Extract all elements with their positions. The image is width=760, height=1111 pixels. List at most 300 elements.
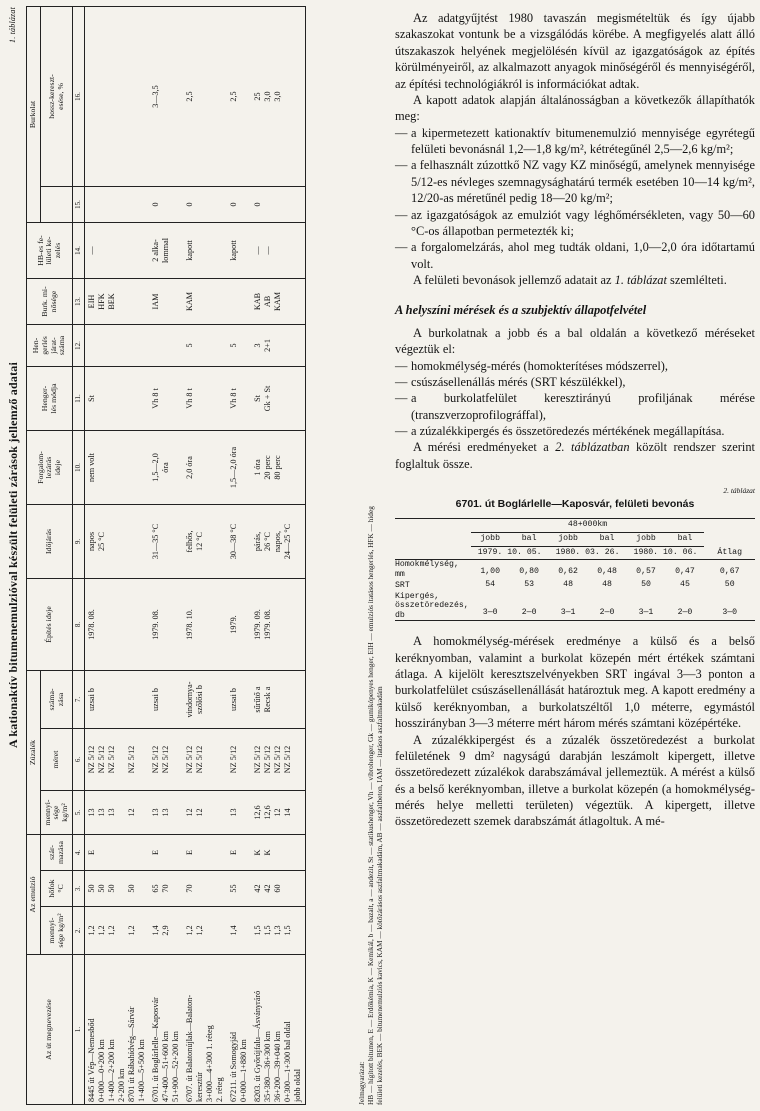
cell-line: 6701. út Boglárlelle—Kaposvár [151, 997, 160, 1102]
side-header: jobb [627, 532, 666, 546]
cell-line: 67211. út Somogyjád [229, 1032, 238, 1102]
table-cell [149, 222, 183, 278]
table-cell: 53 [524, 580, 535, 590]
col-header-passes: Hen- gerlés járat- száma [27, 324, 73, 366]
cell-line [117, 731, 127, 788]
cell-line [117, 793, 127, 832]
cell-line: keresztúr [195, 1071, 204, 1102]
cell-line: 50 [87, 884, 96, 893]
col-header-emul-temp: hőfok °C [41, 871, 73, 907]
column-number: 1. [73, 955, 85, 1105]
cell-line: 5 [229, 343, 238, 348]
cell-line: 26 °C [263, 532, 272, 551]
table-cell: 50 [641, 580, 651, 590]
cell-line: 13 [229, 808, 238, 817]
table-cell [183, 578, 227, 670]
cell-line: 1,2 [107, 925, 116, 936]
side-header: jobb [549, 532, 588, 546]
road-name-cell [183, 955, 227, 1105]
cell-line: NZ 5/12 [273, 745, 282, 774]
cell-line: 1978. 10. [185, 609, 194, 640]
cell-line: 12 [273, 808, 282, 817]
table-cell: 3—1 [627, 592, 666, 621]
cell-line: Vh 8 t [151, 388, 160, 409]
table-cell [251, 578, 306, 670]
list-item: — homokmélység-mérés (homokterítéses módszerrel), [395, 358, 669, 373]
table2-sides-row [395, 532, 755, 546]
cell-line: — [253, 246, 262, 255]
table-cell [227, 871, 251, 907]
paragraph-7: A zúzalékkipergést és a zúzalék összetöredezést a burkolat felületének 9 dm² nagyságú darabján leszámolt kipergett, illetve összetöredezett zúzalékok darabszámával jellemeztük. A mérést a külső és a belső keréknyomban, illetve a burkolat közepén (a homokmélység-mérés helye melletti területen) végeztük. A kipergett, illetve összetöredezett szemek darabszámát átlagoltuk. A mé- [395, 732, 755, 829]
column-number: 12. [73, 324, 85, 366]
table-cell: 0,67 [719, 567, 740, 577]
table-cell [149, 278, 183, 324]
table1-title [6, 5, 26, 1105]
table-cell [183, 791, 227, 835]
table-cell [85, 186, 150, 222]
cell-line: 1 óra [253, 459, 262, 476]
side-header: jobb [471, 532, 510, 546]
col-header-agg-qty: mennyi- sége kg/m² [41, 791, 73, 835]
table-cell [85, 504, 150, 578]
cell-line: K [263, 849, 272, 856]
table1-legend [358, 7, 384, 1105]
cell-line: 42 [253, 884, 262, 893]
cell-line: 2,0 óra [185, 456, 194, 479]
column-number: 5. [73, 791, 85, 835]
table-row [395, 560, 755, 579]
table-cell [251, 430, 306, 504]
cell-line: — [87, 246, 96, 255]
cell-line: 80 perc [273, 455, 282, 480]
table-cell: 2—0 [588, 592, 627, 621]
table-cell [183, 729, 227, 791]
cell-line: 1,3 [273, 925, 282, 936]
table-cell: 0,48 [597, 567, 617, 577]
table-cell [227, 578, 251, 670]
cell-line: óra [161, 462, 170, 473]
cell-line: 24—25 °C [283, 523, 292, 560]
cell-line: 1,5—2,0 [151, 453, 160, 482]
cell-line: 0 [151, 202, 160, 207]
table2 [395, 518, 755, 621]
column-number: 11. [73, 366, 85, 430]
table-cell: 0,62 [558, 567, 578, 577]
cell-line: Vh 8 t [185, 388, 194, 409]
cell-line: nem volt [87, 453, 96, 482]
cell-line: uzsai b [87, 688, 96, 711]
findings-list [395, 125, 755, 272]
cell-line: NZ 5/12 [253, 745, 262, 774]
table-cell [85, 222, 150, 278]
cell-line: uzsai b [151, 688, 160, 711]
date-header: 1980. 10. 06. [627, 546, 705, 560]
side-header: bal [588, 532, 627, 546]
cell-line [87, 189, 97, 220]
cell-line: 1,5—2,0 óra [229, 446, 238, 489]
cell-line: NZ 5/12 [195, 745, 204, 774]
paragraph-1: Az adatgyűjtést 1980 tavaszán megismételtük és így újabb szakaszokat vontunk be a vizsgálódás körébe. A megfigyelés alatt álló útszakaszok helyének megjelölésén kívül az igazgatóságok az építés körülményeiről, az alkalmazott anyagok minőségéről és mennyiségéről, az építési technológiákról is információkat adtak. [395, 11, 755, 91]
table2-body [395, 560, 755, 621]
cell-line: 1,2 [195, 925, 204, 936]
table2-dates-row [395, 546, 755, 560]
list-item: — a burkolatfelület keresztirányú profiljának mérése (transzverzoprofilográffal), [395, 391, 755, 422]
cell-line: 1979. 08. [151, 609, 160, 640]
table-cell [183, 430, 227, 504]
cell-line: EIH [87, 294, 96, 309]
cell-line: 8701 út Rábahídvég—Sárvár [127, 1006, 136, 1102]
cell-line: 8445 út Vép—Nemesbőd [87, 1018, 96, 1102]
table-cell [85, 430, 150, 504]
table-cell [227, 222, 251, 278]
table-cell [183, 366, 227, 430]
col-header-agg-size: méret [41, 729, 73, 791]
table-cell [85, 835, 150, 871]
cell-line: 1979. 08. [263, 609, 272, 640]
avg-header: Átlag [704, 532, 755, 560]
legend-line-2: felületi kezelés, BEK — bitumenemulziós kavics, KAM — kötőzárásos aszfaltmakadám, AB — aszfaltbeton, IAM — itatásos aszfaltmakadám [374, 686, 384, 1105]
list-item: — a forgalomelzárás, ahol meg tudták oldani, 1,0—2,0 óra időtartamú volt. [395, 240, 755, 271]
cell-line: szőlősi b [195, 685, 204, 714]
cell-line: kapott [185, 240, 194, 261]
col-header-name: Az út megnevezése [27, 955, 73, 1105]
table-cell [227, 186, 251, 222]
cell-line: 2,9 [161, 925, 170, 936]
cell-line: NZ 5/12 [185, 745, 194, 774]
table-cell [183, 222, 227, 278]
table-row [395, 579, 755, 592]
table1 [26, 6, 306, 1105]
cell-line: 25 [253, 92, 262, 101]
list-item: — a zúzalékkipergés és összetöredezés mértékének megállapítása. [395, 424, 725, 438]
cell-line: 1+400—2+200 km [107, 1039, 116, 1102]
column-number: 9. [73, 504, 85, 578]
cell-line: 1978. 08. [87, 609, 96, 640]
table-row [251, 6, 306, 1104]
cell-line: 31—35 °C [151, 523, 160, 560]
cell-line: 1,4 [151, 925, 160, 936]
cell-line: 2. réteg [215, 1077, 224, 1102]
cell-line: 1,2 [97, 925, 106, 936]
cell-line: 3—3,5 [151, 85, 160, 108]
column-number: 6. [73, 729, 85, 791]
table-cell [85, 871, 150, 907]
table-cell [149, 729, 183, 791]
cell-line: E [185, 850, 194, 856]
cell-line [151, 327, 161, 364]
cell-line: E [229, 850, 238, 856]
table-cell [251, 871, 306, 907]
cell-line: — [263, 246, 272, 255]
cell-line: 13 [107, 808, 116, 817]
col-header-build-time: Építés ideje [27, 578, 73, 670]
cell-line: NZ 5/12 [283, 745, 292, 774]
cell-line: 35+380—36+300 km [263, 1031, 272, 1102]
cell-line: 12 °C [195, 532, 204, 551]
table-cell: 1,00 [480, 567, 500, 577]
cell-line: 70 [185, 884, 194, 893]
column-number-row [73, 6, 85, 1104]
table-cell [183, 871, 227, 907]
table-cell [85, 907, 150, 955]
cell-line: 36+200—39+040 km [273, 1031, 282, 1102]
cell-line: NZ 5/12 [87, 745, 96, 774]
table-cell: 48 [602, 580, 612, 590]
cell-line [87, 9, 97, 184]
cell-line: 25 °C [97, 532, 106, 551]
col-header-emul-origin: szár- mazása [41, 835, 73, 871]
list-item: — a kipermetezett kationaktív bitumenemulzió mennyisége egyrétegű felületi bevonásnál 1,2—1,8 kg/m², kétrétegűnél 2,5—2,6 kg/m²; [395, 125, 755, 156]
cell-line: 1,5 [283, 925, 292, 936]
cell-line: 12 [185, 808, 194, 817]
table-cell: 0,80 [519, 567, 539, 577]
cell-line: 2 alka- [151, 239, 160, 262]
table-cell [149, 835, 183, 871]
table-cell [183, 504, 227, 578]
list-item: — az igazgatóságok az emulziót vagy léghőmérsékleten, vagy 50—60 °C-os állapotban permetezték ki; [395, 207, 755, 238]
cell-line: 1979. [229, 615, 238, 634]
cell-line: 12,6 [263, 805, 272, 820]
column-number: 14. [73, 222, 85, 278]
cell-line: 30—38 °C [229, 523, 238, 560]
cell-line: K [253, 849, 262, 856]
table-cell [183, 835, 227, 871]
table-cell [251, 835, 306, 871]
cell-line: 2+1 [263, 339, 272, 352]
table2-km-header: 48+000km [471, 518, 705, 532]
table-cell [183, 186, 227, 222]
row-label: SRT [395, 580, 410, 590]
cell-line: St [87, 395, 96, 402]
table-cell [85, 6, 150, 186]
cell-line: 13 [151, 808, 160, 817]
cell-line: felhős, [185, 530, 194, 553]
cell-line: 13 [97, 808, 106, 817]
table-cell [227, 366, 251, 430]
cell-line: 1,5 [263, 925, 272, 936]
table-cell: 0,47 [675, 567, 695, 577]
cell-line: 8203. út Győrújfalu—Ásványráró [253, 990, 262, 1102]
table-cell [85, 791, 150, 835]
cell-line: 12,6 [253, 805, 262, 820]
table-cell [227, 791, 251, 835]
cell-line: 0 [185, 202, 194, 207]
col-header-quality: Burk. mi- nősége [27, 278, 73, 324]
cell-line: 42 [263, 884, 272, 893]
cell-line: párás, [253, 531, 262, 552]
table-cell: 54 [485, 580, 496, 590]
table-cell [85, 670, 150, 728]
table-row [227, 6, 251, 1104]
table-cell [227, 670, 251, 728]
table1-title-text: A kationaktív bitumenemulzióval készült felületi zárások jellemző adatai [6, 361, 20, 749]
cell-line: 1+400—5+500 km [137, 1039, 146, 1102]
table-cell [227, 278, 251, 324]
cell-line [117, 873, 127, 904]
table1-rotated [6, 5, 384, 1105]
table-cell [227, 907, 251, 955]
table-cell [85, 366, 150, 430]
table-cell [85, 324, 150, 366]
cell-line: 13 [161, 808, 170, 817]
cell-line [117, 909, 127, 952]
cell-line: napos, [273, 530, 282, 553]
cell-line: 1,2 [127, 925, 136, 936]
cell-line: 3,0 [263, 91, 272, 102]
column-number: 2. [73, 907, 85, 955]
table-cell: 3—1 [549, 592, 588, 621]
cell-line: 20 perc [263, 455, 272, 480]
table-cell [251, 186, 306, 222]
cell-line: 50 [127, 884, 136, 893]
paragraph-2: A kapott adatok alapján általánosságban a következők állapíthatók meg: [395, 92, 755, 124]
cell-line: KAB [253, 292, 262, 311]
table-cell [251, 504, 306, 578]
cell-line: NZ 5/12 [229, 745, 238, 774]
date-header: 1979. 10. 05. [471, 546, 549, 560]
col-header-emul-qty: mennyi- sége kg/m² [41, 907, 73, 955]
cell-line: AB [263, 295, 272, 308]
cell-line: 0 [229, 202, 238, 207]
road-name-cell [85, 955, 150, 1105]
table-cell: 50 [724, 580, 735, 590]
cell-line: 70 [161, 884, 170, 893]
date-header: 1980. 03. 26. [549, 546, 627, 560]
table-cell [85, 578, 150, 670]
table-cell [85, 278, 150, 324]
table-cell [251, 791, 306, 835]
cell-line: 3+000—4+300 1. réteg [205, 1025, 214, 1102]
legend-title: Jelmagyarázat: [357, 1061, 366, 1105]
cell-line: 0 [253, 202, 262, 207]
table-cell [251, 324, 306, 366]
table-cell [251, 278, 306, 324]
col-header-blank-15 [41, 186, 73, 222]
column-number: 8. [73, 578, 85, 670]
cell-line: NZ 5/12 [127, 745, 136, 774]
column-number: 13. [73, 278, 85, 324]
cell-line: 1,2 [87, 925, 96, 936]
cell-line: 47+400—51+600 km [161, 1031, 170, 1102]
table-cell: 45 [680, 580, 690, 590]
table-cell [251, 6, 306, 186]
table-cell [149, 186, 183, 222]
table2-tag: 2. táblázat [723, 486, 755, 496]
cell-line: 5 [185, 343, 194, 348]
cell-line: uzsai b [229, 688, 238, 711]
cell-line: 2,5 [229, 91, 238, 102]
table-cell [149, 504, 183, 578]
table-cell [251, 366, 306, 430]
cell-line: 0+300—1+300 bal oldal [283, 1021, 292, 1102]
table2-title: 6701. út Boglárlelle—Kaposvár, felületi bevonás [455, 498, 695, 511]
cell-line: 13 [87, 808, 96, 817]
cell-line: 55 [229, 884, 238, 893]
column-number: 15. [73, 186, 85, 222]
table-cell [227, 504, 251, 578]
cell-line: NZ 5/12 [263, 745, 272, 774]
road-name-cell [149, 955, 183, 1105]
cell-line: jobb oldal [293, 1069, 302, 1102]
cell-line: HFK [97, 293, 106, 310]
cell-line: KAM [273, 291, 282, 312]
col-header-weather: Időjárás [27, 504, 73, 578]
cell-line: 1,2 [185, 925, 194, 936]
cell-line: 6707. út Balatonújlak—Balaton- [185, 994, 194, 1102]
road-name-cell [227, 955, 251, 1105]
cell-line: 0+000—0+200 km [97, 1039, 106, 1102]
paragraph-4: A burkolatnak a jobb és a bal oldalán a következő méréseket végeztük el: [395, 325, 755, 357]
table-cell [251, 729, 306, 791]
cell-line: Vh 8 t [229, 388, 238, 409]
cell-line: NZ 5/12 [97, 745, 106, 774]
column-number: 3. [73, 871, 85, 907]
cell-line: 3 [253, 343, 262, 348]
table-cell [251, 670, 306, 728]
col-header-agg-origin: száma- zása [41, 670, 73, 728]
cell-line: lommal [161, 237, 170, 263]
list-item: — csúszásellenállás mérés (SRT készülékkel), [395, 374, 626, 389]
cell-line: 2,5 [185, 91, 194, 102]
table-cell [149, 871, 183, 907]
table-cell [227, 430, 251, 504]
table-cell [227, 324, 251, 366]
table-cell [251, 907, 306, 955]
table-cell [149, 791, 183, 835]
cell-line [229, 281, 239, 322]
cell-line: 50 [97, 884, 106, 893]
table-cell [183, 324, 227, 366]
cell-line: St [253, 395, 262, 402]
cell-line: NZ 5/12 [107, 745, 116, 774]
table-cell [149, 366, 183, 430]
col-header-closure: Forgalom- lezárás ideje [27, 430, 73, 504]
table-row [183, 6, 227, 1104]
cell-line: 14 [283, 808, 292, 817]
col-header-slope: hossz-kereszt- esése, % [41, 6, 73, 186]
col-header-rolling: Henger- lés módja [27, 366, 73, 430]
table1-panel [4, 4, 382, 1107]
cell-line: 65 [151, 884, 160, 893]
row-label: Homokmélység, mm [395, 560, 459, 579]
side-header: bal [665, 532, 704, 546]
table-cell [227, 6, 251, 186]
column-number: 10. [73, 430, 85, 504]
paragraph-6: A homokmélység-mérések eredménye a külső és a belső keréknyomban, valamint a burkolat közepén mért értékek számtani átlaga. A kijelölt keresztszelvényekben SRT ingával 3—3 ponton a burkolatfelület csúszásellenállását határoztuk meg. A kapott eredmény a külső keréknyomban, a burkolatszéltől 1,0 méterre, egymástól hosszirányban 3—3 méterre mért három mérés számtani középértéke. [395, 634, 755, 731]
section-heading: A helyszíni mérések és a szubjektív állapotfelvétel [395, 303, 647, 318]
cell-line: 50 [107, 884, 116, 893]
cell-line: 2+200 km [117, 1068, 126, 1102]
table-row [149, 6, 183, 1104]
table-cell: 48 [563, 580, 573, 590]
row-label: Kipergés, összetöredezés, db [395, 592, 469, 620]
group-header-emulsion: Az emulzió [27, 835, 41, 955]
cell-line: 60 [273, 884, 282, 893]
column-number: 16. [73, 6, 85, 186]
cell-line: Recsk a [263, 686, 272, 713]
cell-line: napos [87, 531, 96, 552]
column-number: 4. [73, 835, 85, 871]
cell-line: IAM [151, 293, 160, 310]
cell-line: E [151, 850, 160, 856]
table-cell [183, 670, 227, 728]
cell-line: 0+000—1+880 km [239, 1039, 248, 1102]
table-cell: 3—0 [704, 592, 755, 621]
article-column [395, 10, 755, 830]
table-cell [149, 578, 183, 670]
cell-line: sűrűtő a [253, 686, 262, 713]
cell-line: 12 [195, 808, 204, 817]
